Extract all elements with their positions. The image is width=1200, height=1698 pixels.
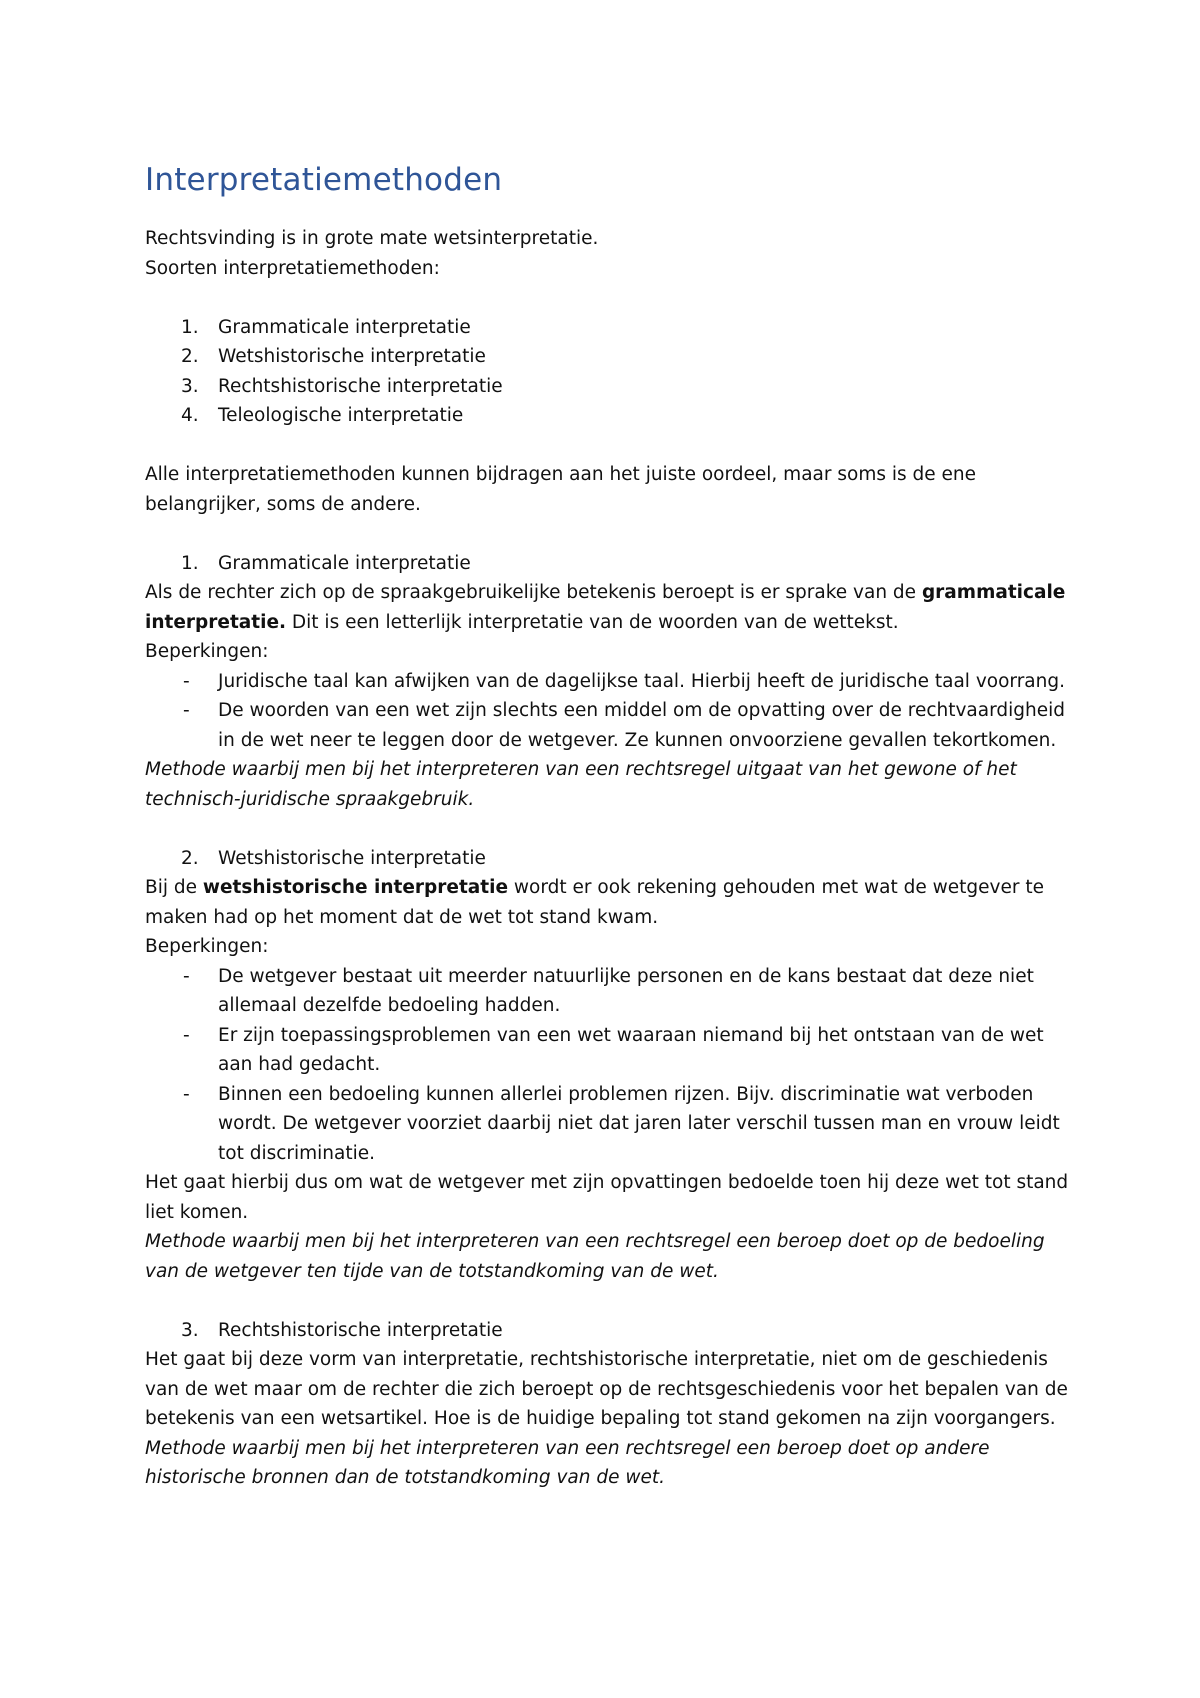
dash-bullet: - <box>183 700 190 721</box>
section-grammatical <box>145 549 1075 815</box>
section-number: 2. <box>181 847 199 869</box>
list-item <box>145 1021 1075 1080</box>
section-body <box>145 873 1075 932</box>
section-title: Grammaticale interpretatie <box>218 552 471 574</box>
section-heading <box>145 844 1075 874</box>
list-item <box>145 667 1075 697</box>
section-legislative-history <box>145 844 1075 1287</box>
list-item-number: 1. <box>181 316 199 338</box>
summary-paragraph: Alle interpretatiemethoden kunnen bijdragen aan het juiste oordeel, maar soms is de ene belangrijker, soms de andere. <box>145 464 977 515</box>
section-number: 3. <box>181 1319 199 1341</box>
body-text: Dit is een letterlijk interpretatie van de woorden van de wettekst. <box>286 611 899 633</box>
list-item-number: 3. <box>181 375 199 397</box>
spacer <box>145 519 1075 549</box>
section-legal-history <box>145 1316 1075 1493</box>
dash-bullet: - <box>183 965 190 987</box>
list-item-label: Grammaticale interpretatie <box>218 316 471 338</box>
body-bold-term: wetshistorische interpretatie <box>202 877 509 898</box>
definition-text: Methode waarbij men bij het interpreteren van een rechtsregel uitgaat van het gewone of het technisch-juridische spraakgebruik. <box>145 759 1017 810</box>
list-item-text: Er zijn toepassingsproblemen van een wet waaraan niemand bij het ontstaan van de wet aan had gedacht. <box>218 1024 1044 1075</box>
section-heading <box>145 1316 1075 1346</box>
section-body: Het gaat bij deze vorm van interpretatie, rechtshistorische interpretatie, niet om de geschiedenis van de wet maar om de rechter die zich beroept op de rechtsgeschiedenis voor het bepalen van de betekenis van een wetsartikel. Hoe is de huidige bepaling tot stand gekomen na zijn voorgangers. <box>145 1349 1068 1429</box>
body-text: Bij de <box>145 877 203 898</box>
limits-list <box>145 667 1075 756</box>
body-text: wordt er ook rekening gehouden met wat de wetgever te maken had op het moment dat de wet tot stand kwam. <box>145 877 1044 928</box>
definition-text: Methode waarbij men bij het interpreteren van een rechtsregel een beroep doet op andere historische bronnen dan de totstandkoming van de wet. <box>145 1437 990 1488</box>
list-item-label: Wetshistorische interpretatie <box>218 346 486 367</box>
list-item <box>145 962 1075 1021</box>
limits-label: Beperkingen: <box>145 641 269 662</box>
page-title: Interpretatiemethoden <box>145 162 503 198</box>
section-title: Rechtshistorische interpretatie <box>218 1319 503 1341</box>
list-item <box>145 342 1075 372</box>
intro-line: Soorten interpretatiemethoden: <box>145 257 440 279</box>
section-body <box>145 578 1075 637</box>
body-bold-term: grammaticale interpretatie. <box>145 582 1066 633</box>
section-number: 1. <box>181 552 199 574</box>
list-item-text: Binnen een bedoeling kunnen allerlei problemen rijzen. Bijv. discriminatie wat verboden wordt. De wetgever voorziet daarbij niet dat jaren later verschil tussen man en vrouw leidt tot discriminatie. <box>218 1083 1060 1164</box>
conclusion-text: Het gaat hierbij dus om wat de wetgever met zijn opvattingen bedoelde toen hij deze wet tot stand liet komen. <box>145 1172 1069 1223</box>
dash-bullet: - <box>183 1024 190 1046</box>
limits-list <box>145 962 1075 1169</box>
list-item <box>145 1080 1075 1169</box>
dash-bullet: - <box>183 670 190 692</box>
spacer <box>145 814 1075 844</box>
spacer <box>145 283 1075 313</box>
document-content <box>145 160 1075 1493</box>
body-text: Als de rechter zich op de spraakgebruikelijke betekenis beroept is er sprake van de <box>145 582 922 603</box>
limits-label: Beperkingen: <box>145 936 269 957</box>
spacer <box>145 431 1075 461</box>
spacer <box>145 1286 1075 1316</box>
list-item-label: Rechtshistorische interpretatie <box>218 375 503 397</box>
section-title: Wetshistorische interpretatie <box>218 847 486 869</box>
list-item <box>145 313 1075 343</box>
list-item-text: De wetgever bestaat uit meerder natuurlijke personen en de kans bestaat dat deze niet allemaal dezelfde bedoeling hadden. <box>218 965 1034 1016</box>
list-item <box>145 401 1075 431</box>
list-item-number: 2. <box>181 346 199 367</box>
list-item <box>145 696 1075 755</box>
list-item <box>145 372 1075 402</box>
list-item-label: Teleologische interpretatie <box>218 405 464 426</box>
list-item-text: De woorden van een wet zijn slechts een middel om de opvatting over de rechtvaardigheid in de wet neer te leggen door de wetgever. Ze kunnen onvoorziene gevallen tekortkomen. <box>218 700 1065 751</box>
dash-bullet: - <box>183 1083 190 1105</box>
methods-list <box>145 313 1075 431</box>
definition-text: Methode waarbij men bij het interpreteren van een rechtsregel een beroep doet op de bedoeling van de wetgever ten tijde van de totstandkoming van de wet. <box>145 1231 1045 1282</box>
list-item-text: Juridische taal kan afwijken van de dagelijkse taal. Hierbij heeft de juridische taal voorrang. <box>218 670 1065 692</box>
intro-line: Rechtsvinding is in grote mate wetsinterpretatie. <box>145 228 599 249</box>
list-item-number: 4. <box>181 405 199 426</box>
section-heading <box>145 549 1075 579</box>
